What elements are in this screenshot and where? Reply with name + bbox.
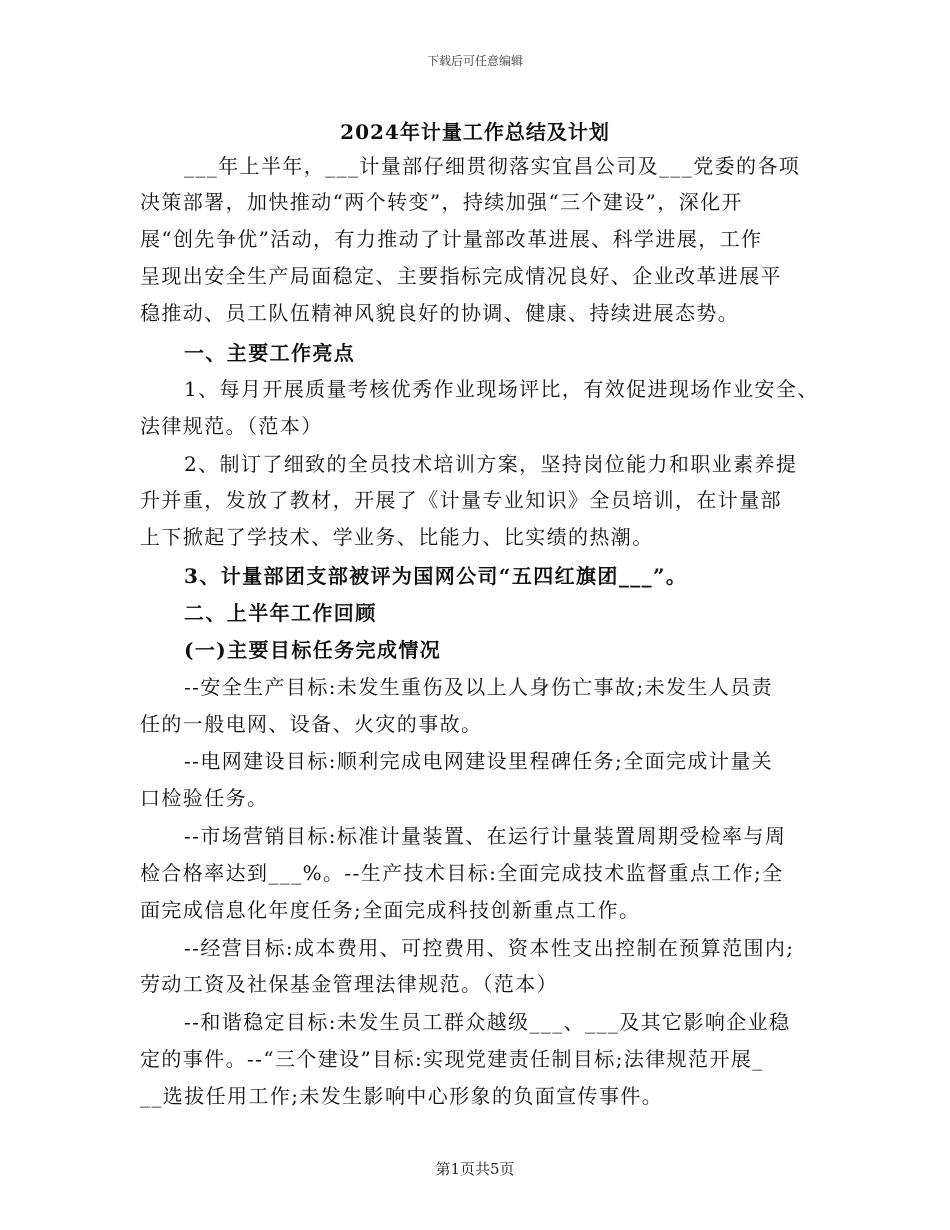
section-heading: 二、上半年工作回顾 bbox=[184, 601, 377, 625]
body-line: 呈现出安全生产局面稳定、主要指标完成情况良好、企业改革进展平 bbox=[140, 264, 782, 288]
body-line: 法律规范。（范本） bbox=[140, 414, 323, 438]
body-line: 检合格率达到___%。--生产技术目标:全面完成技术监督重点工作;全 bbox=[140, 861, 784, 885]
subsection-heading: (一)主要目标任务完成情况 bbox=[184, 638, 442, 662]
body-line: 上下掀起了学技术、学业务、比能力、比实绩的热潮。 bbox=[140, 525, 654, 549]
body-line: 展“创先争优”活动，有力推动了计量部改革进展、科学进展，工作 bbox=[140, 227, 763, 251]
body-line: 2、制订了细致的全员技术培训方案，坚持岗位能力和职业素养提 bbox=[184, 452, 798, 476]
body-line: __选拔任用工作;未发生影响中心形象的负面宣传事件。 bbox=[140, 1084, 664, 1108]
highlight-item: 3、计量部团支部被评为国网公司“五四红旗团___”。 bbox=[184, 564, 688, 588]
body-line: 定的事件。--“三个建设”目标:实现党建责任制目标;法律规范开展_ bbox=[140, 1047, 764, 1071]
body-line: ___年上半年，___计量部仔细贯彻落实宜昌公司及___党委的各项 bbox=[184, 154, 801, 178]
body-line: --市场营销目标:标准计量装置、在运行计量装置周期受检率与周 bbox=[184, 824, 787, 848]
body-line: --安全生产目标:未发生重伤及以上人身伤亡事故;未发生人员责 bbox=[184, 675, 773, 699]
body-line: 劳动工资及社保基金管理法律规范。（范本） bbox=[140, 972, 558, 996]
body-line: 1、每月开展质量考核优秀作业现场评比，有效促进现场作业安全、 bbox=[184, 377, 819, 401]
body-line: 升并重，发放了教材，开展了《计量专业知识》全员培训，在计量部 bbox=[140, 488, 782, 512]
body-line: --经营目标:成本费用、可控费用、资本性支出控制在预算范围内; bbox=[184, 936, 795, 960]
body-line: 稳推动、员工队伍精神风貌良好的协调、健康、持续进展态势。 bbox=[140, 301, 740, 325]
body-line: 决策部署，加快推动“两个转变”，持续加强“三个建设”，深化开 bbox=[140, 190, 743, 214]
document-title: 2024年计量工作总结及计划 bbox=[340, 120, 610, 144]
body-line: 口检验任务。 bbox=[140, 786, 269, 810]
page-footer: 第1页共5页 bbox=[435, 1160, 515, 1178]
body-line: --电网建设目标:顺利完成电网建设里程碑任务;全面完成计量关 bbox=[184, 749, 773, 773]
section-heading: 一、主要工作亮点 bbox=[184, 341, 356, 365]
body-line: 任的一般电网、设备、火灾的事故。 bbox=[140, 712, 483, 736]
header-note: 下载后可任意编辑 bbox=[426, 54, 523, 68]
body-line: --和谐稳定目标:未发生员工群众越级___、___及其它影响企业稳 bbox=[184, 1010, 791, 1034]
body-line: 面完成信息化年度任务;全面完成科技创新重点工作。 bbox=[140, 898, 641, 922]
